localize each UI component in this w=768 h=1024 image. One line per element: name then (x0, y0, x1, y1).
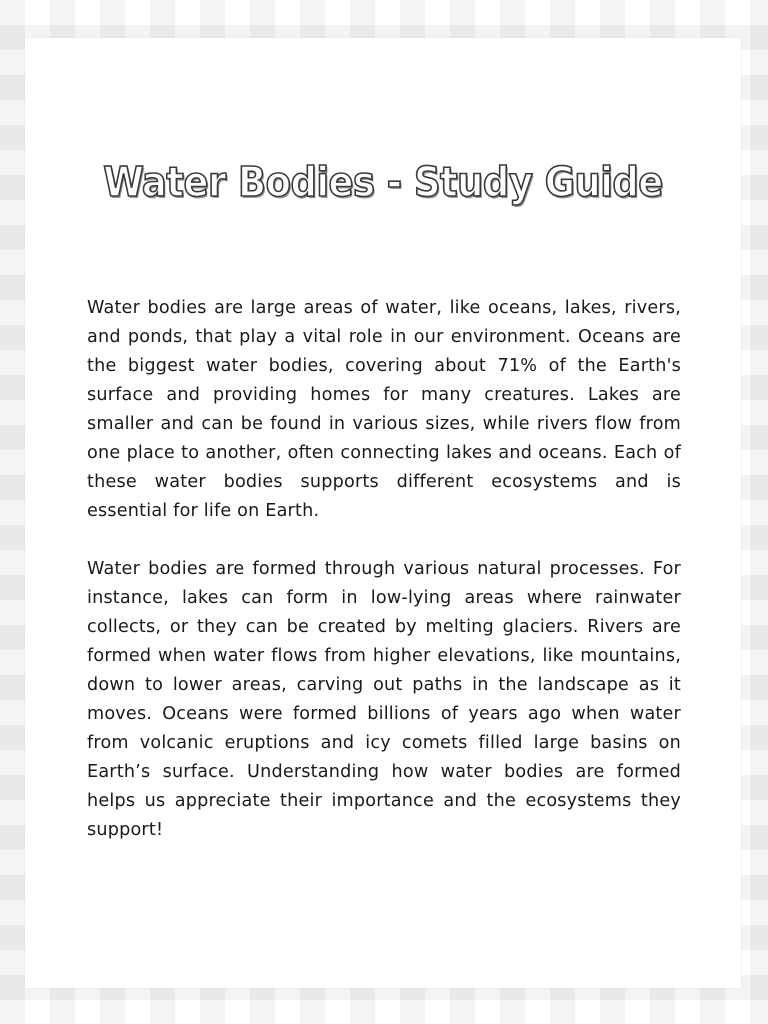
body-text (87, 294, 681, 874)
paragraph-formation: Water bodies are formed through various natural processes. For instance, lakes can form in low-lying areas where rainwater collects, or they can be created by melting glaciers. Rivers are formed when water flows from higher elevations, like mountains, down to lower areas, carving out paths in the landscape as it moves. Oceans were formed billions of years ago when water from volcanic eruptions and icy comets filled large basins on Earth’s surface. Understanding how water bodies are formed helps us appreciate their importance and the ecosystems they support! (87, 559, 681, 840)
page-title: Water Bodies - Study Guide (103, 158, 663, 206)
paragraph-intro: Water bodies are large areas of water, like oceans, lakes, rivers, and ponds, that play a vital role in our environment. Oceans are the biggest water bodies, covering about 71% of the Earth's surface and providing homes for many creatures. Lakes are smaller and can be found in various sizes, while rivers flow from one place to another, often connecting lakes and oceans. Each of these water bodies supports different ecosystems and is essential for life on Earth. (87, 298, 681, 521)
worksheet-page (25, 38, 741, 988)
